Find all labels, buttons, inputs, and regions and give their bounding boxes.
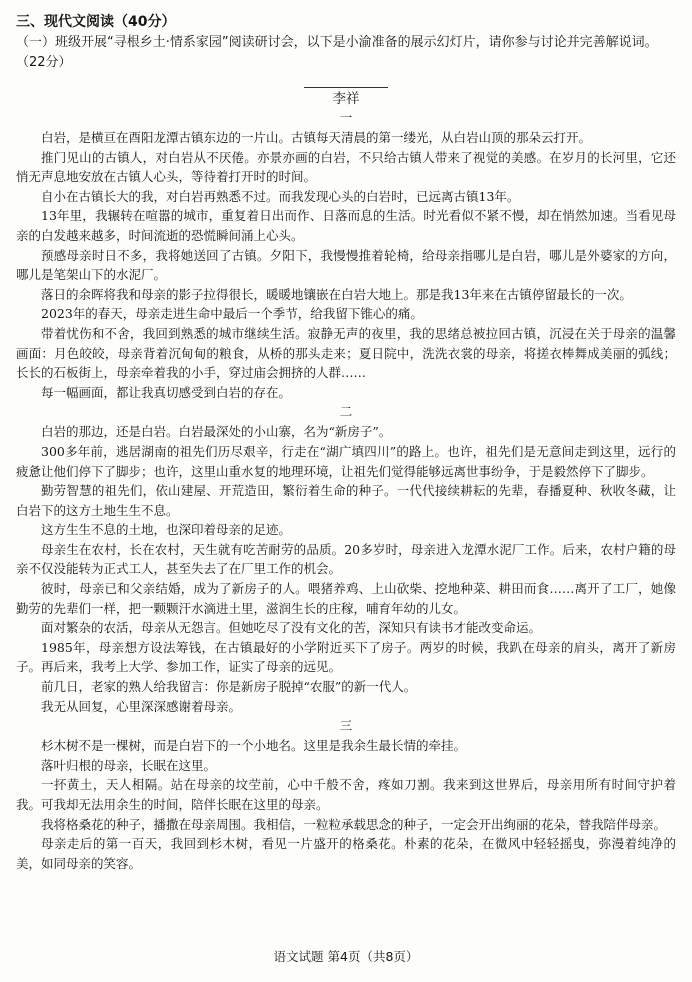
- paragraph: 300多年前，逃居湖南的祖先们历尽艰辛，行走在“湖广填四川”的路上。也许，祖先们是无意间走到这里，远行的疲惫让他们停下了脚步；也许，这里山重水复的地理环境，让祖先们觉得能够远离世事纷争，于是毅然停下了脚步。: [16, 443, 676, 479]
- paragraph: 落日的余晖将我和母亲的影子拉得很长，暖暖地镶嵌在白岩大地上。那是我13年来在古镇停留最长的一次。: [41, 286, 632, 302]
- task-instruction: （一）班级开展“寻根乡土·情系家园”阅读研讨会，以下是小渝准备的展示幻灯片，请你参与讨论并完善解说词。（22分）: [16, 35, 658, 70]
- part-numeral: 一: [339, 110, 353, 125]
- title-rule: [304, 87, 388, 88]
- paragraph: 我无从回复，心里深深感谢着母亲。: [41, 698, 242, 714]
- paragraph: 2023年的春天，母亲走进生命中最后一个季节，给我留下锥心的痛。: [41, 306, 423, 322]
- part-3: [16, 717, 676, 873]
- paragraph: 一抔黄土，天人相隔。站在母亲的坟茔前，心中千般不舍，疼如刀割。我来到这世界后，母亲用所有时间守护着我。可我却无法用余生的时间，陪伴长眠在这里的母亲。: [16, 777, 676, 812]
- paragraph: 推门见山的古镇人，对白岩从不厌倦。亦景亦画的白岩，不只给古镇人带来了视觉的美感。在岁月的长河里，它还悄无声息地安放在古镇人心头，等待着打开时的时间。: [16, 149, 676, 185]
- paragraph: 彼时，母亲已和父亲结婚，成为了新房子的人。喂猪养鸡、上山砍柴、挖地种菜、耕田而食……离开了工厂，她像勤劳的先辈们一样，把一颗颗汗水滴进土里，滋润生长的庄稼，哺育年幼的儿女。: [16, 581, 676, 616]
- paragraph: 白岩的那边，还是白岩。白岩最深处的小山寨，名为“新房子”。: [41, 424, 392, 440]
- paragraph: 面对繁杂的农活，母亲从无怨言。但她吃尽了没有文化的苦，深知只有读书才能改变命运。: [41, 620, 542, 636]
- paragraph: 每一幅画面，都让我真切感受到白岩的存在。: [41, 384, 292, 400]
- paragraph: 这方生生不息的土地，也深印着母亲的足迹。: [41, 522, 292, 538]
- paragraph: 落叶归根的母亲，长眠在这里。: [41, 757, 217, 773]
- paragraph: 勤劳智慧的祖先们，依山建屋、开荒造田，繁衍着生命的种子。一代代接续耕耘的先辈，春播夏种、秋收冬藏，让白岩下的这方土地生生不息。: [16, 483, 676, 518]
- paragraph: 预感母亲时日不多，我将她送回了古镇。夕阳下，我慢慢推着轮椅，给母亲指哪儿是白岩，哪儿是外婆家的方向，哪儿是笔架山下的水泥厂。: [16, 247, 676, 283]
- part-1: [16, 109, 676, 402]
- paragraph: 杉木树不是一棵树，而是白岩下的一个小地名。这里是我余生最长情的牵挂。: [41, 738, 467, 754]
- paragraph: 1985年，母亲想方设法筹钱，在古镇最好的小学附近买下了房子。两岁的时候，我趴在母亲的肩头，离开了新房子。再后来，我考上大学、参加工作，证实了母亲的远见。: [16, 639, 676, 675]
- paragraph: 前几日，老家的熟人给我留言：你是新房子脱掉“农服”的新一代人。: [41, 679, 417, 695]
- paragraph: 我将格桑花的种子，播撒在母亲周围。我相信，一粒粒承载思念的种子，一定会开出绚丽的花朵，替我陪伴母亲。: [41, 816, 667, 832]
- paragraph: 13年里，我辗转在喧嚣的城市，重复着日出而作、日落而息的生活。时光看似不紧不慢，却在悄然加速。当看见母亲的白发越来越多，时间流逝的恐慌瞬间涌上心头。: [16, 208, 676, 243]
- paragraph: 母亲生在农村，长在农村，天生就有吃苦耐劳的品质。20多岁时，母亲进入龙潭水泥厂工作。后来，农村户籍的母亲不仅没能转为正式工人，甚至失去了在厂里工作的机会。: [16, 541, 676, 577]
- section-title: 三、现代文阅读（40分）: [16, 14, 176, 30]
- paragraph: 白岩，是横亘在酉阳龙潭古镇东边的一片山。古镇每天清晨的第一缕光，从白岩山顶的那朵云打开。: [41, 130, 592, 145]
- part-2: [16, 403, 676, 716]
- author-name: 李祥: [332, 91, 360, 107]
- part-numeral: 三: [339, 718, 353, 734]
- paragraph: 自小在古镇长大的我，对白岩再熟悉不过。而我发现心头的白岩时，已远离古镇13年。: [41, 188, 520, 204]
- paragraph: 母亲走后的第一百天，我回到杉木树，看见一片盛开的格桑花。朴素的花朵，在微风中轻轻摇曳，弥漫着纯净的美，如同母亲的笑容。: [16, 836, 676, 871]
- page-footer: 语文试题 第4页（共8页）: [273, 949, 419, 964]
- part-numeral: 二: [339, 404, 353, 420]
- paragraph: 带着忧伤和不舍，我回到熟悉的城市继续生活。寂静无声的夜里，我的思绪总被拉回古镇，沉浸在关于母亲的温馨画面：月色皎皎，母亲背着沉甸甸的粮食，从桥的那头走来；夏日院中，洗洗衣裳的母亲，将搓衣棒舞成美丽的弧线；长长的石板街上，母亲牵着我的小手，穿过庙会拥挤的人群……: [16, 325, 676, 381]
